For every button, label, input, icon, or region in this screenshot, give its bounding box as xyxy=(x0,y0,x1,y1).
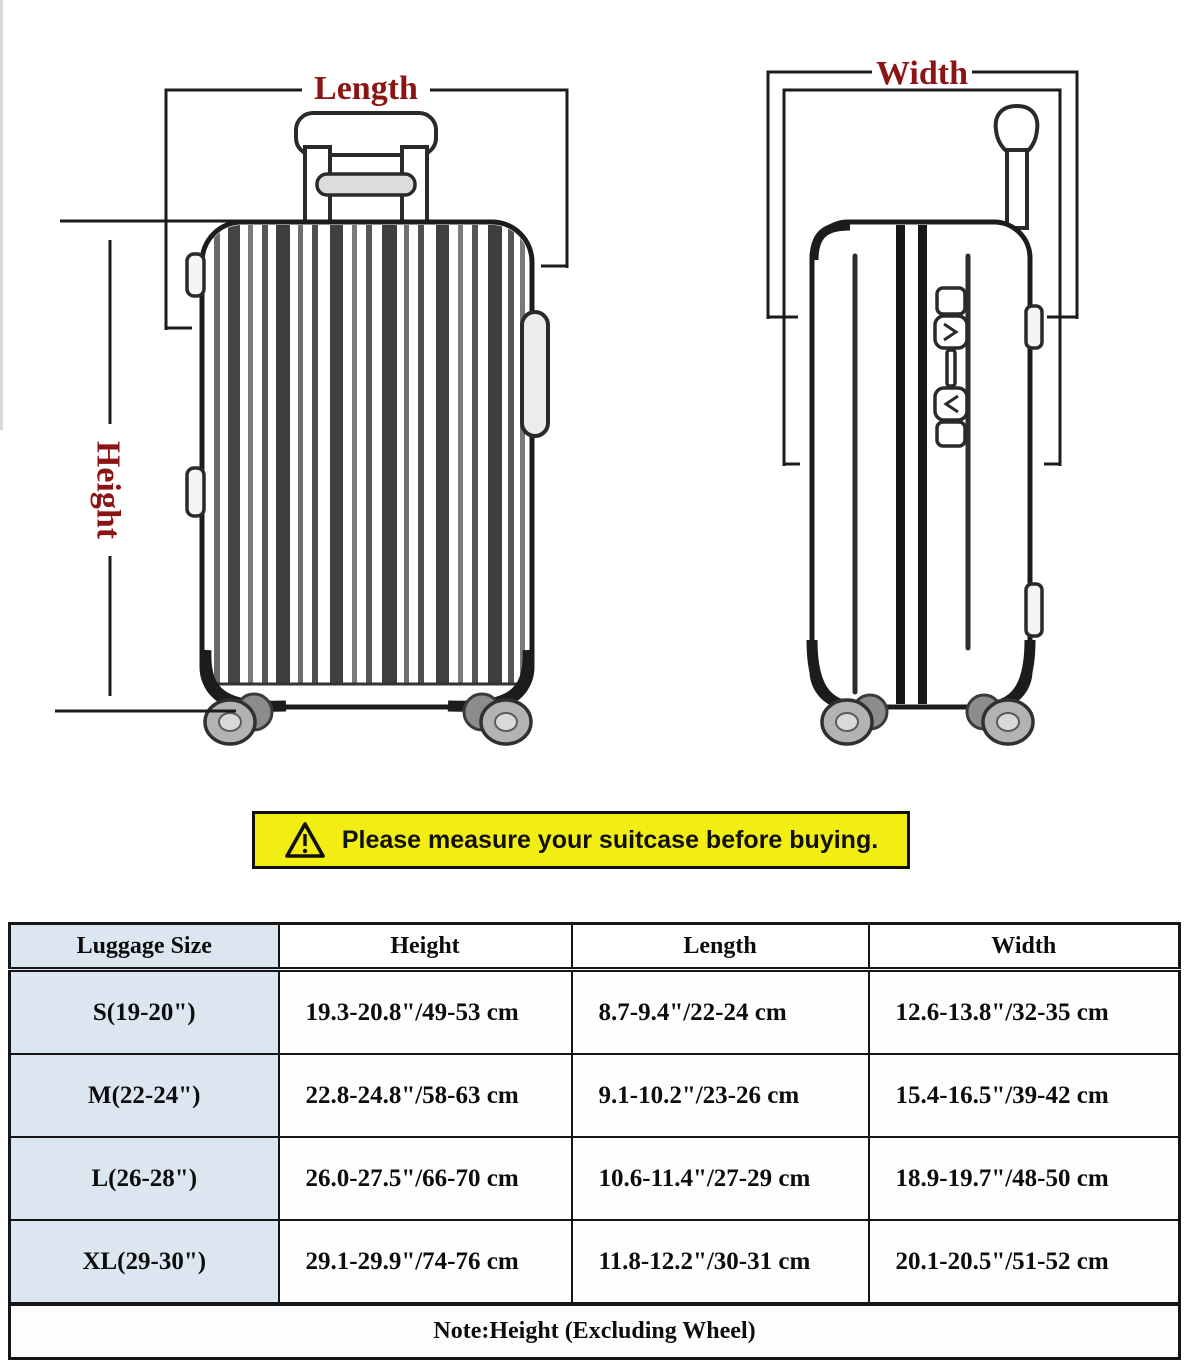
luggage-size-cell: S(19-20") xyxy=(10,970,279,1055)
height-cell: 19.3-20.8"/49-53 cm xyxy=(279,970,572,1055)
length-cell: 9.1-10.2"/23-26 cm xyxy=(572,1054,869,1137)
side-carry-handle xyxy=(522,312,548,436)
height-label: Height xyxy=(89,440,127,540)
warning-text: Please measure your suitcase before buying. xyxy=(341,825,879,854)
table-row xyxy=(10,1137,1180,1220)
side-foot xyxy=(1026,584,1042,636)
height-cell: 29.1-29.9"/74-76 cm xyxy=(279,1220,572,1304)
warning-banner xyxy=(252,811,910,869)
luggage-size-cell: L(26-28") xyxy=(10,1137,279,1220)
carry-handle xyxy=(317,174,415,195)
suitcase-front-view xyxy=(187,113,548,744)
luggage-size-cell: XL(29-30") xyxy=(10,1220,279,1304)
height-cell: 26.0-27.5"/66-70 cm xyxy=(279,1137,572,1220)
width-cell: 12.6-13.8"/32-35 cm xyxy=(869,970,1180,1055)
table-note-row xyxy=(10,1304,1180,1359)
trolley-pole xyxy=(996,106,1038,228)
table-row xyxy=(10,1054,1180,1137)
front-left-foot xyxy=(187,254,204,296)
table-row xyxy=(10,970,1180,1055)
front-left-foot xyxy=(187,468,204,516)
table-row xyxy=(10,1220,1180,1304)
table-note: Note:Height (Excluding Wheel) xyxy=(10,1304,1180,1359)
length-cell: 10.6-11.4"/27-29 cm xyxy=(572,1137,869,1220)
table-header-row xyxy=(10,924,1180,970)
header-height: Height xyxy=(279,924,572,970)
width-cell: 18.9-19.7"/48-50 cm xyxy=(869,1137,1180,1220)
width-label: Width xyxy=(876,55,968,92)
luggage-size-cell: M(22-24") xyxy=(10,1054,279,1137)
warning-triangle-icon xyxy=(284,821,326,859)
length-label: Length xyxy=(314,70,418,107)
trolley-handle xyxy=(296,113,436,227)
width-cell: 15.4-16.5"/39-42 cm xyxy=(869,1054,1180,1137)
side-foot xyxy=(1026,306,1042,348)
height-cell: 22.8-24.8"/58-63 cm xyxy=(279,1054,572,1137)
size-table xyxy=(8,922,1181,1360)
header-length: Length xyxy=(572,924,869,970)
length-cell: 11.8-12.2"/30-31 cm xyxy=(572,1220,869,1304)
header-width: Width xyxy=(869,924,1180,970)
header-luggage-size: Luggage Size xyxy=(10,924,279,970)
length-cell: 8.7-9.4"/22-24 cm xyxy=(572,970,869,1055)
width-cell: 20.1-20.5"/51-52 cm xyxy=(869,1220,1180,1304)
suitcase-side-view xyxy=(812,106,1042,744)
